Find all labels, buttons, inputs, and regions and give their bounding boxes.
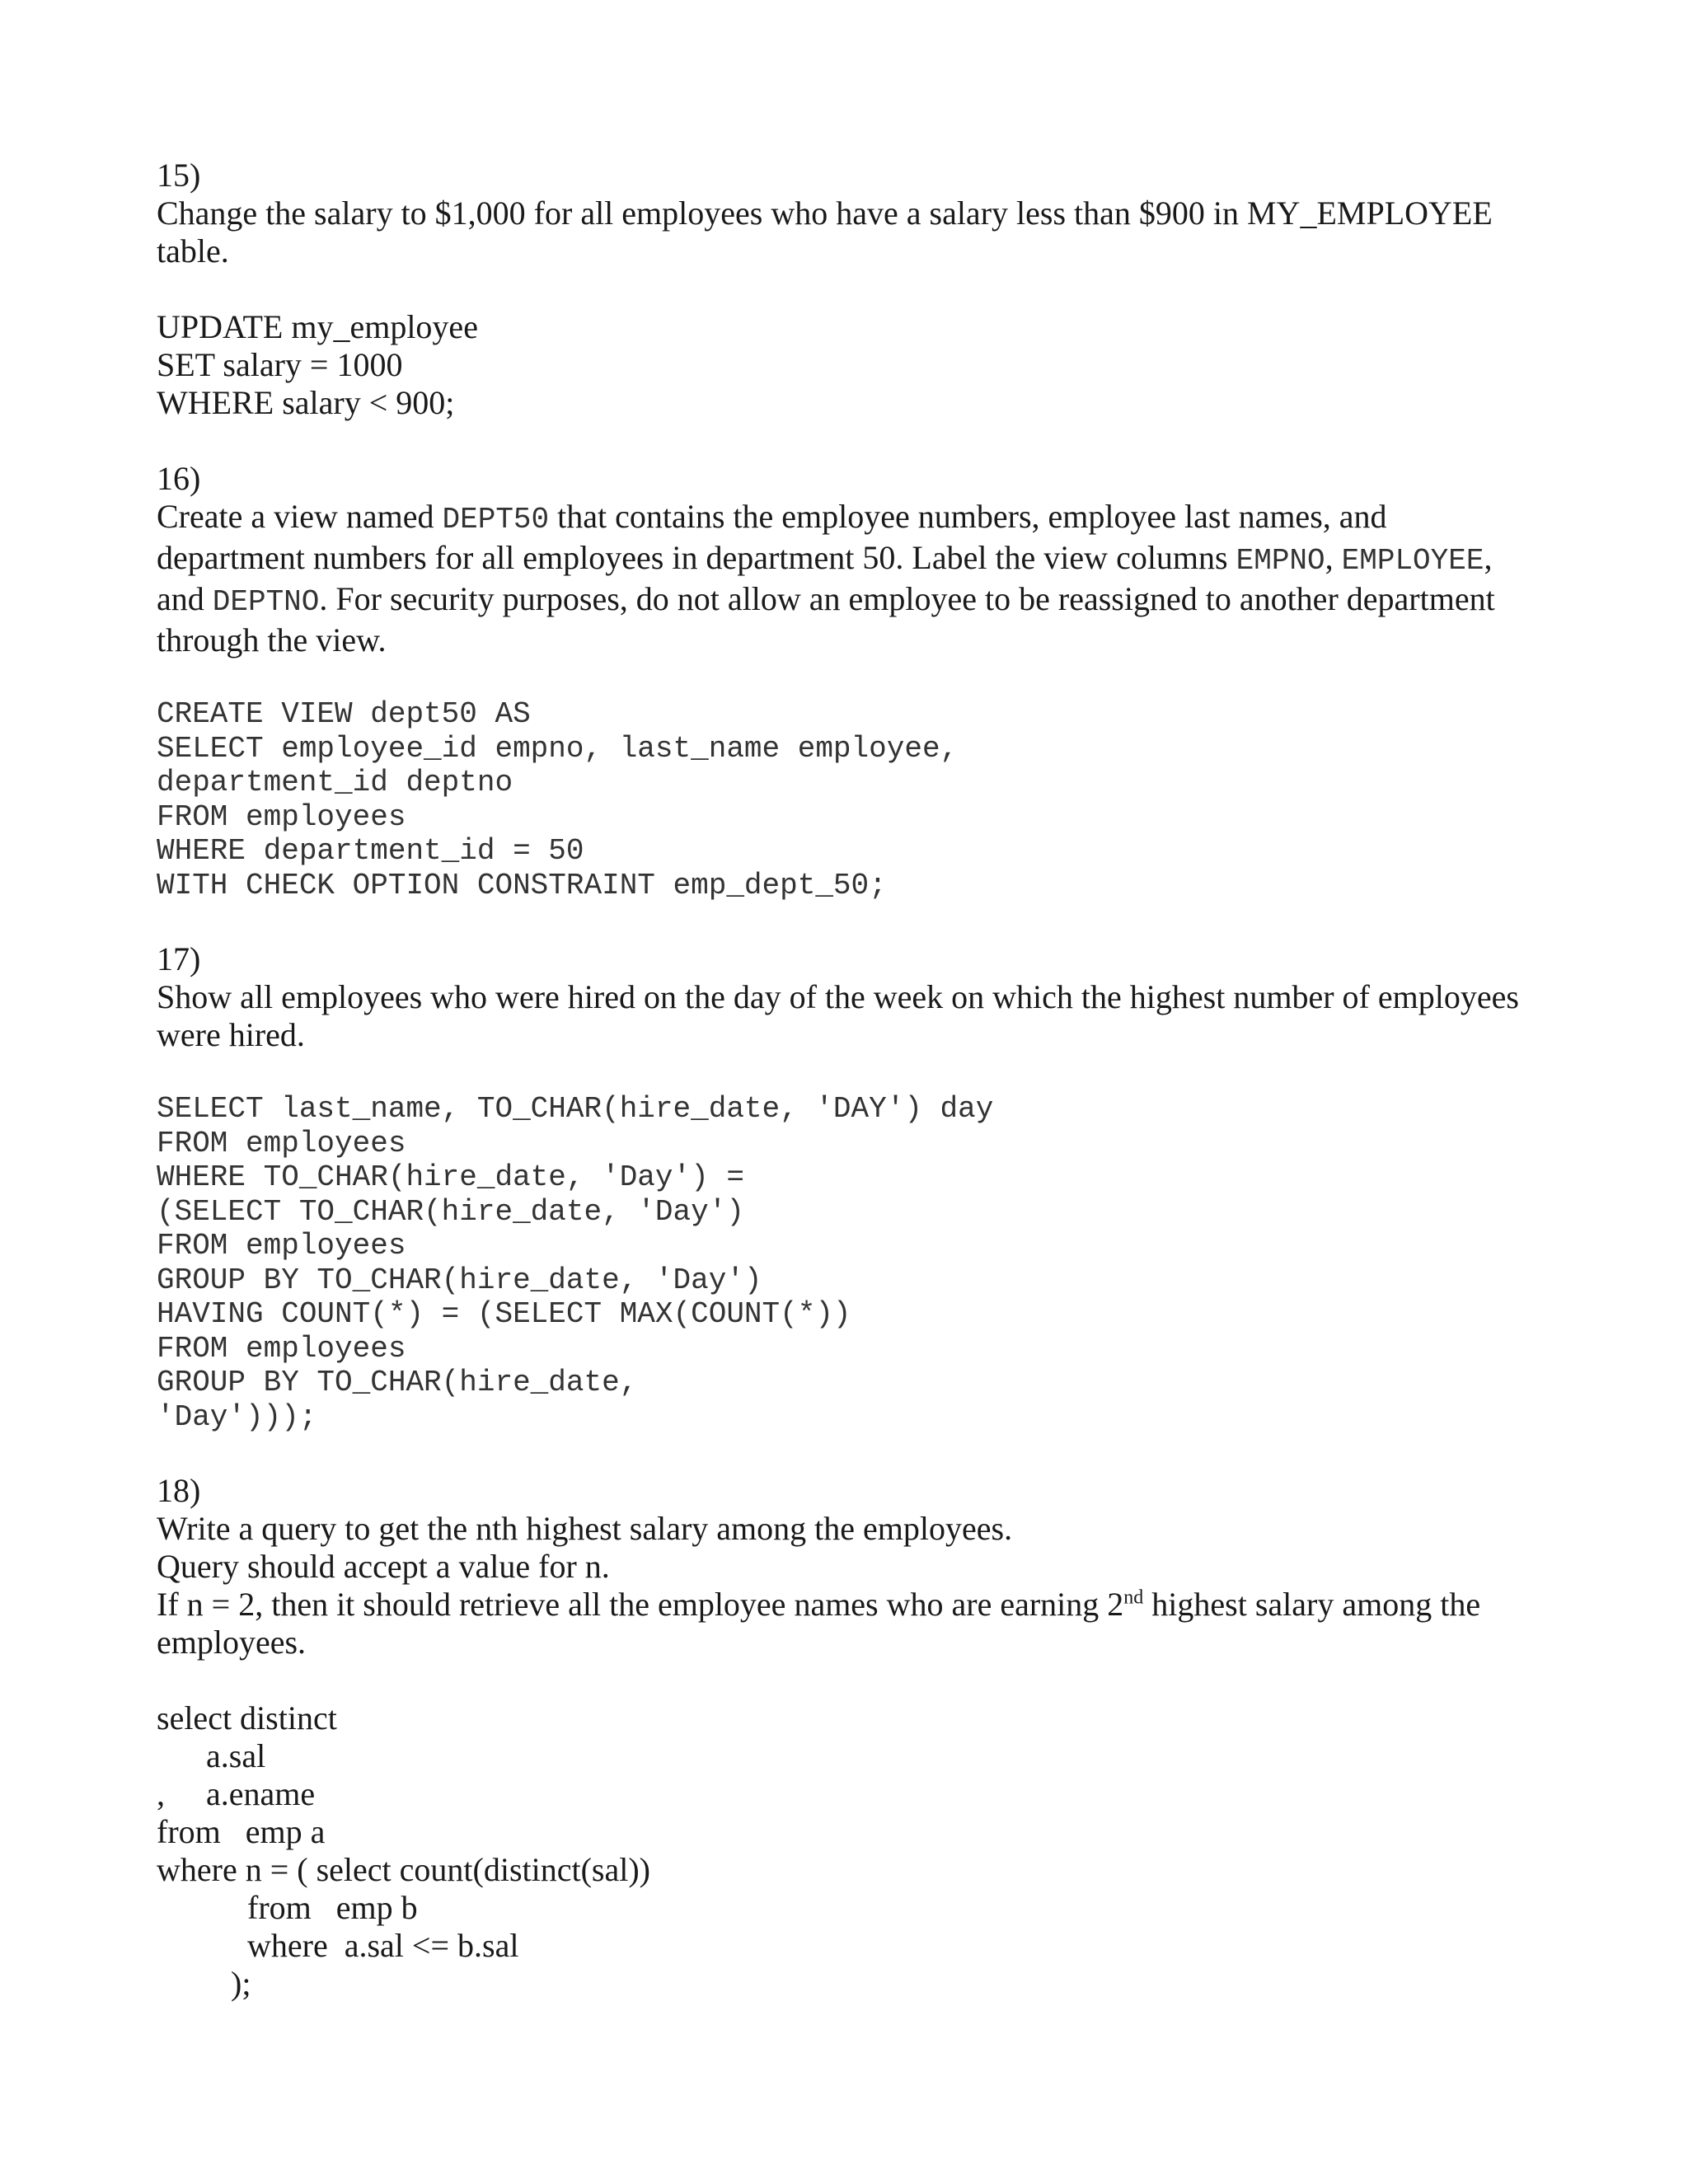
- code-line: FROM employees: [157, 1126, 406, 1160]
- code-line: GROUP BY TO_CHAR(hire_date,: [157, 1366, 638, 1399]
- code-line: 'Day')));: [157, 1399, 317, 1434]
- code-line: (SELECT TO_CHAR(hire_date, 'Day'): [157, 1194, 744, 1229]
- text-segment: Create a view named: [157, 498, 443, 535]
- question-15: [157, 157, 1541, 270]
- question-text-line: Query should accept a value for n.: [157, 1548, 610, 1585]
- code-line: WHERE TO_CHAR(hire_date, 'Day') =: [157, 1160, 744, 1194]
- code-line: GROUP BY TO_CHAR(hire_date, 'Day'): [157, 1263, 762, 1297]
- code-line: FROM employees: [157, 799, 406, 834]
- question-text-line: Write a query to get the nth highest salary among the employees.: [157, 1510, 1013, 1547]
- code-line: department_id deptno: [157, 766, 513, 799]
- inline-code: DEPT50: [442, 503, 550, 537]
- code-line: from emp a: [157, 1813, 326, 1850]
- question-text: Change the salary to $1,000 for all employees who have a salary less than $900 in MY_EMPLOYEE table.: [157, 194, 1493, 269]
- question-18: [157, 1472, 1541, 1661]
- question-17: [157, 940, 1541, 1054]
- question-text-line: [157, 1586, 1541, 1661]
- code-line: a.sal: [157, 1737, 266, 1774]
- text-segment: If n = 2, then it should retrieve all the employee names who are earning 2: [157, 1586, 1124, 1623]
- code-line: HAVING COUNT(*) = (SELECT MAX(COUNT(*)): [157, 1297, 851, 1331]
- question-number: 18): [157, 1472, 201, 1509]
- code-line: SELECT last_name, TO_CHAR(hire_date, 'DAY') day: [157, 1092, 994, 1126]
- question-number: 15): [157, 157, 201, 194]
- answer-18-code: [157, 1699, 1541, 2003]
- code-line: select distinct: [157, 1699, 337, 1736]
- code-line: SELECT employee_id empno, last_name employee,: [157, 731, 959, 766]
- code-line: );: [157, 1965, 251, 2002]
- answer-16-code: [157, 697, 1541, 902]
- ordinal-superscript: nd: [1123, 1586, 1144, 1609]
- code-line: SET salary = 1000: [157, 346, 403, 383]
- text-segment: highest salary among the employees.: [157, 1586, 1481, 1661]
- inline-code: EMPNO: [1236, 544, 1325, 578]
- code-line: from emp b: [157, 1889, 418, 1926]
- text-segment: ,: [1325, 539, 1342, 576]
- text-segment: , and: [157, 539, 1493, 617]
- inline-code: EMPLOYEE: [1341, 544, 1484, 578]
- code-line: , a.ename: [157, 1775, 316, 1812]
- question-number: 17): [157, 940, 201, 977]
- question-text: [157, 498, 1541, 659]
- code-line: where a.sal <= b.sal: [157, 1927, 519, 1964]
- inline-code: DEPTNO: [212, 585, 320, 619]
- code-line: FROM employees: [157, 1331, 406, 1366]
- question-16: [157, 460, 1541, 659]
- text-segment: that contains the employee numbers, employee last names, and department numbers for all employees in department 50. Label the view columns: [157, 498, 1387, 576]
- code-line: CREATE VIEW dept50 AS: [157, 697, 531, 731]
- code-line: FROM employees: [157, 1229, 406, 1263]
- code-line: where n = ( select count(distinct(sal)): [157, 1851, 651, 1888]
- question-text: Show all employees who were hired on the day of the week on which the highest number of employees were hired.: [157, 978, 1519, 1053]
- text-segment: . For security purposes, do not allow an employee to be reassigned to another department through the view.: [157, 580, 1495, 658]
- answer-17-code: [157, 1092, 1541, 1434]
- code-line: WHERE department_id = 50: [157, 834, 584, 868]
- answer-15-code: [157, 308, 1541, 422]
- document-page: [157, 157, 1541, 2041]
- code-line: UPDATE my_employee: [157, 308, 478, 345]
- code-line: WHERE salary < 900;: [157, 384, 455, 421]
- code-line: WITH CHECK OPTION CONSTRAINT emp_dept_50;: [157, 868, 887, 902]
- question-number: 16): [157, 460, 201, 497]
